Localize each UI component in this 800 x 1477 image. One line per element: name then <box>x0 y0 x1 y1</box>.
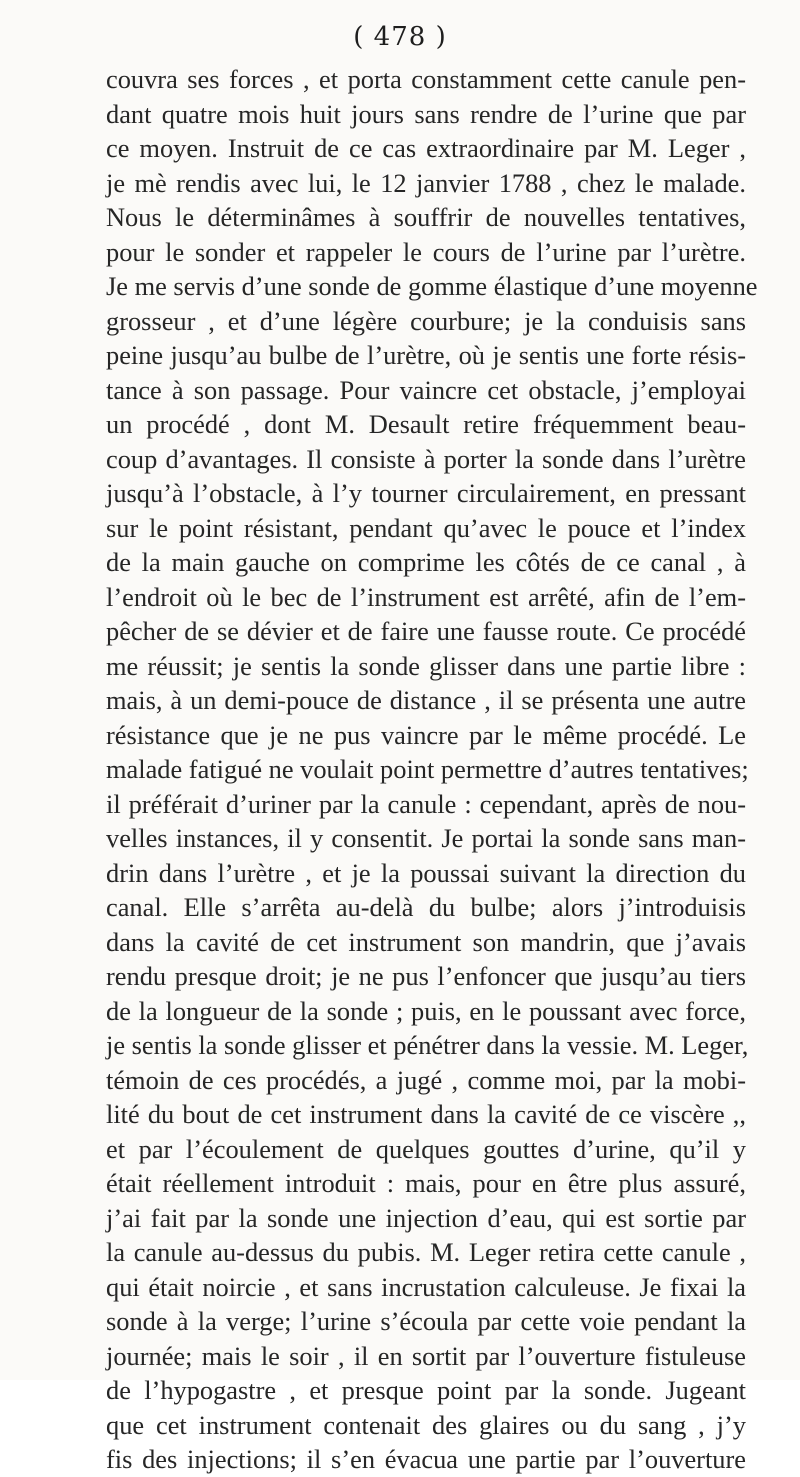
text-line: malade fatigué ne voulait point permettre d’autres tentatives; <box>106 754 749 784</box>
text-line: tance à son passage. Pour vaincre cet obstacle, j’employai <box>106 374 746 405</box>
text-line: dans la cavité de cet instrument son mandrin, que j’avais <box>106 926 746 957</box>
text-line: témoin de ces procédés, a jugé , comme moi, par la mobi- <box>106 1064 746 1095</box>
text-line: journée; mais le soir , il en sortit par l’ouverture fistuleuse <box>106 1340 746 1371</box>
text-line: sonde à la verge; l’urine s’écoula par cette voie pendant la <box>106 1306 746 1336</box>
text-line: je mè rendis avec lui, le 12 janvier 1788 , chez le malade. <box>106 167 746 198</box>
text-line: dant quatre mois huit jours sans rendre de l’urine que par <box>106 98 746 129</box>
text-line: coup d’avantages. Il consiste à porter la sonde dans l’urètre <box>106 443 746 474</box>
text-line: Je me servis d’une sonde de gomme élastique d’une moyenne <box>106 271 758 301</box>
text-line: grosseur , et d’une légère courbure; je la conduisis sans <box>106 305 746 336</box>
text-line: ce moyen. Instruit de ce cas extraordinaire par M. Leger , <box>106 133 746 163</box>
text-line: velles instances, il y consentit. Je portai la sonde sans man- <box>106 823 746 853</box>
text-line: pour le sonder et rappeler le cours de l’urine par l’urètre. <box>106 236 746 267</box>
text-line: lité du bout de cet instrument dans la cavité de ce viscère ,, <box>106 1099 746 1129</box>
text-line: sur le point résistant, pendant qu’avec le pouce et l’index <box>106 512 746 543</box>
text-line: et par l’écoulement de quelques gouttes d’urine, qu’il y <box>106 1133 746 1164</box>
text-line: il préférait d’uriner par la canule : cependant, après de nou- <box>106 788 746 819</box>
text-line: de la main gauche on comprime les côtés de ce canal , à <box>106 547 746 577</box>
text-line: un procédé , dont M. Desault retire fréquemment beau- <box>106 409 746 439</box>
text-line: que cet instrument contenait des glaires ou du sang , j’y <box>106 1409 746 1440</box>
text-line: la canule au-dessus du pubis. M. Leger retira cette canule , <box>106 1237 746 1267</box>
text-line: couvra ses forces , et porta constamment cette canule pen- <box>106 64 746 94</box>
text-line: fis des injections; il s’en évacua une partie par l’ouverture <box>106 1444 746 1474</box>
text-line: rendu presque droit; je ne pus l’enfoncer que jusqu’au tiers <box>106 961 746 991</box>
text-line: canal. Elle s’arrêta au-delà du bulbe; alors j’introduisis <box>106 892 746 922</box>
text-line: drin dans l’urètre , et je la poussai suivant la direction du <box>106 857 746 888</box>
text-line: je sentis la sonde glisser et pénétrer dans la vessie. M. Leger, <box>106 1030 749 1060</box>
text-line: me réussit; je sentis la sonde glisser dans une partie libre : <box>106 650 746 681</box>
page-number: ( 478 ) <box>353 22 447 52</box>
text-line: peine jusqu’au bulbe de l’urètre, où je sentis une forte résis- <box>106 340 746 370</box>
body-text <box>106 62 786 1477</box>
text-line: l’endroit où le bec de l’instrument est arrêté, afin de l’em- <box>106 581 746 612</box>
text-line: qui était noircie , et sans incrustation calculeuse. Je fixai la <box>106 1271 746 1302</box>
text-line: de l’hypogastre , et presque point par la sonde. Jugeant <box>106 1375 746 1405</box>
text-line: jusqu’à l’obstacle, à l’y tourner circulairement, en pressant <box>106 478 746 508</box>
text-line: mais, à un demi-pouce de distance , il se présenta une autre <box>106 685 746 715</box>
text-line: pêcher de se dévier et de faire une fausse route. Ce procédé <box>106 616 746 646</box>
text-line: j’ai fait par la sonde une injection d’eau, qui est sortie par <box>106 1202 746 1233</box>
text-line: était réellement introduit : mais, pour en être plus assuré, <box>106 1168 746 1198</box>
text-line: Nous le déterminâmes à souffrir de nouvelles tentatives, <box>106 202 746 232</box>
text-line: de la longueur de la sonde ; puis, en le poussant avec force, <box>106 995 746 1026</box>
text-line: résistance que je ne pus vaincre par le même procédé. Le <box>106 719 746 750</box>
